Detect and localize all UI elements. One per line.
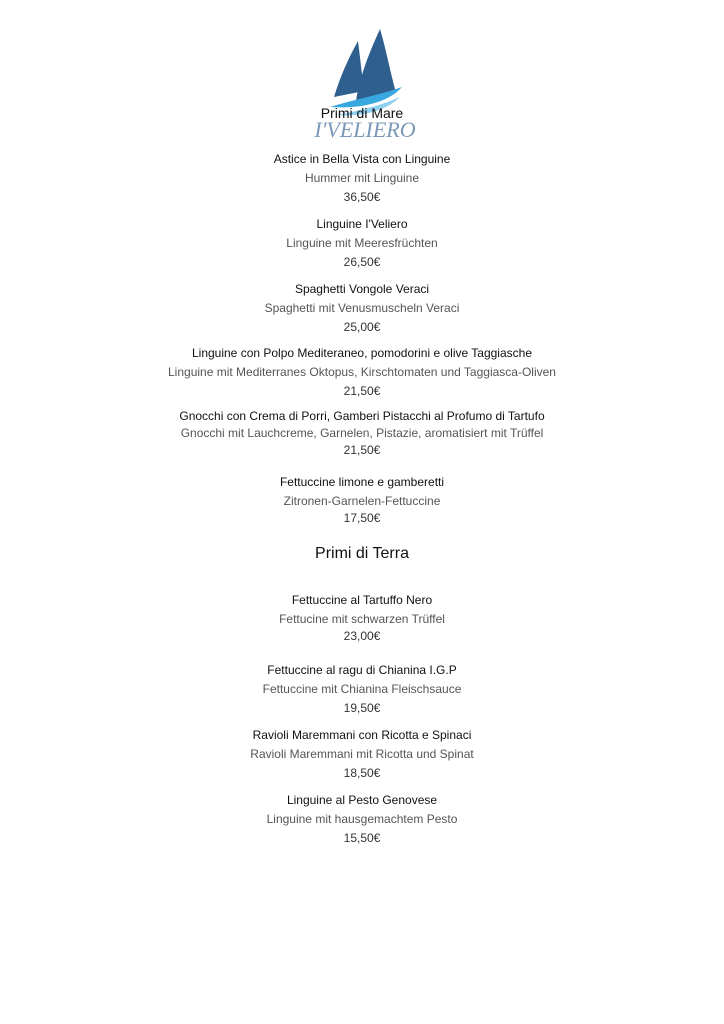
section-title-primi-di-terra: Primi di Terra — [315, 545, 409, 562]
dish-description: Gnocchi mit Lauchcreme, Garnelen, Pistazie, aromatisiert mit Trüffel — [180, 426, 544, 440]
dish-price: 21,50€ — [343, 384, 381, 398]
svg-text:I'VELIERO: I'VELIERO — [314, 117, 416, 142]
dish-description: Spaghetti mit Venusmuscheln Veraci — [264, 301, 460, 315]
dish-price: 17,50€ — [343, 511, 381, 525]
veliero-logo — [300, 25, 430, 145]
dish-description: Fettucine mit schwarzen Trüffel — [279, 612, 445, 626]
dish-description: Linguine mit Meeresfrüchten — [286, 236, 438, 250]
dish-description: Zitronen-Garnelen-Fettuccine — [283, 494, 441, 508]
dish-description: Linguine mit hausgemachtem Pesto — [266, 812, 458, 826]
dish-price: 18,50€ — [343, 766, 381, 780]
dish-name: Fettuccine al Tartuffo Nero — [291, 593, 433, 607]
dish-name: Astice in Bella Vista con Linguine — [273, 152, 451, 166]
dish-description: Hummer mit Linguine — [304, 171, 420, 185]
dish-price: 26,50€ — [343, 255, 381, 269]
dish-name: Fettuccine limone e gamberetti — [279, 475, 445, 489]
dish-name: Fettuccine al ragu di Chianina I.G.P — [267, 663, 457, 677]
dish-name: Linguine al Pesto Genovese — [286, 793, 438, 807]
dish-price: 19,50€ — [343, 701, 381, 715]
dish-description: Linguine mit Mediterranes Oktopus, Kirschtomaten und Taggiasca-Oliven — [168, 365, 556, 379]
dish-price: 36,50€ — [343, 190, 381, 204]
dish-price: 15,50€ — [343, 831, 381, 845]
dish-name: Ravioli Maremmani con Ricotta e Spinaci — [252, 728, 472, 742]
dish-price: 25,00€ — [343, 320, 381, 334]
dish-description: Fettuccine mit Chianina Fleischsauce — [262, 682, 462, 696]
dish-price: 21,50€ — [343, 443, 381, 457]
dish-name: Linguine I'Veliero — [316, 217, 408, 231]
dish-name: Linguine con Polpo Mediteraneo, pomodorini e olive Taggiasche — [191, 346, 532, 360]
dish-description: Ravioli Maremmani mit Ricotta und Spinat — [250, 747, 474, 761]
dish-name: Gnocchi con Crema di Porri, Gamberi Pistacchi al Profumo di Tartufo — [179, 409, 545, 423]
section-title-primi-di-mare: Primi di Mare — [320, 105, 404, 121]
dish-name: Spaghetti Vongole Veraci — [294, 282, 430, 296]
dish-price: 23,00€ — [343, 629, 381, 643]
